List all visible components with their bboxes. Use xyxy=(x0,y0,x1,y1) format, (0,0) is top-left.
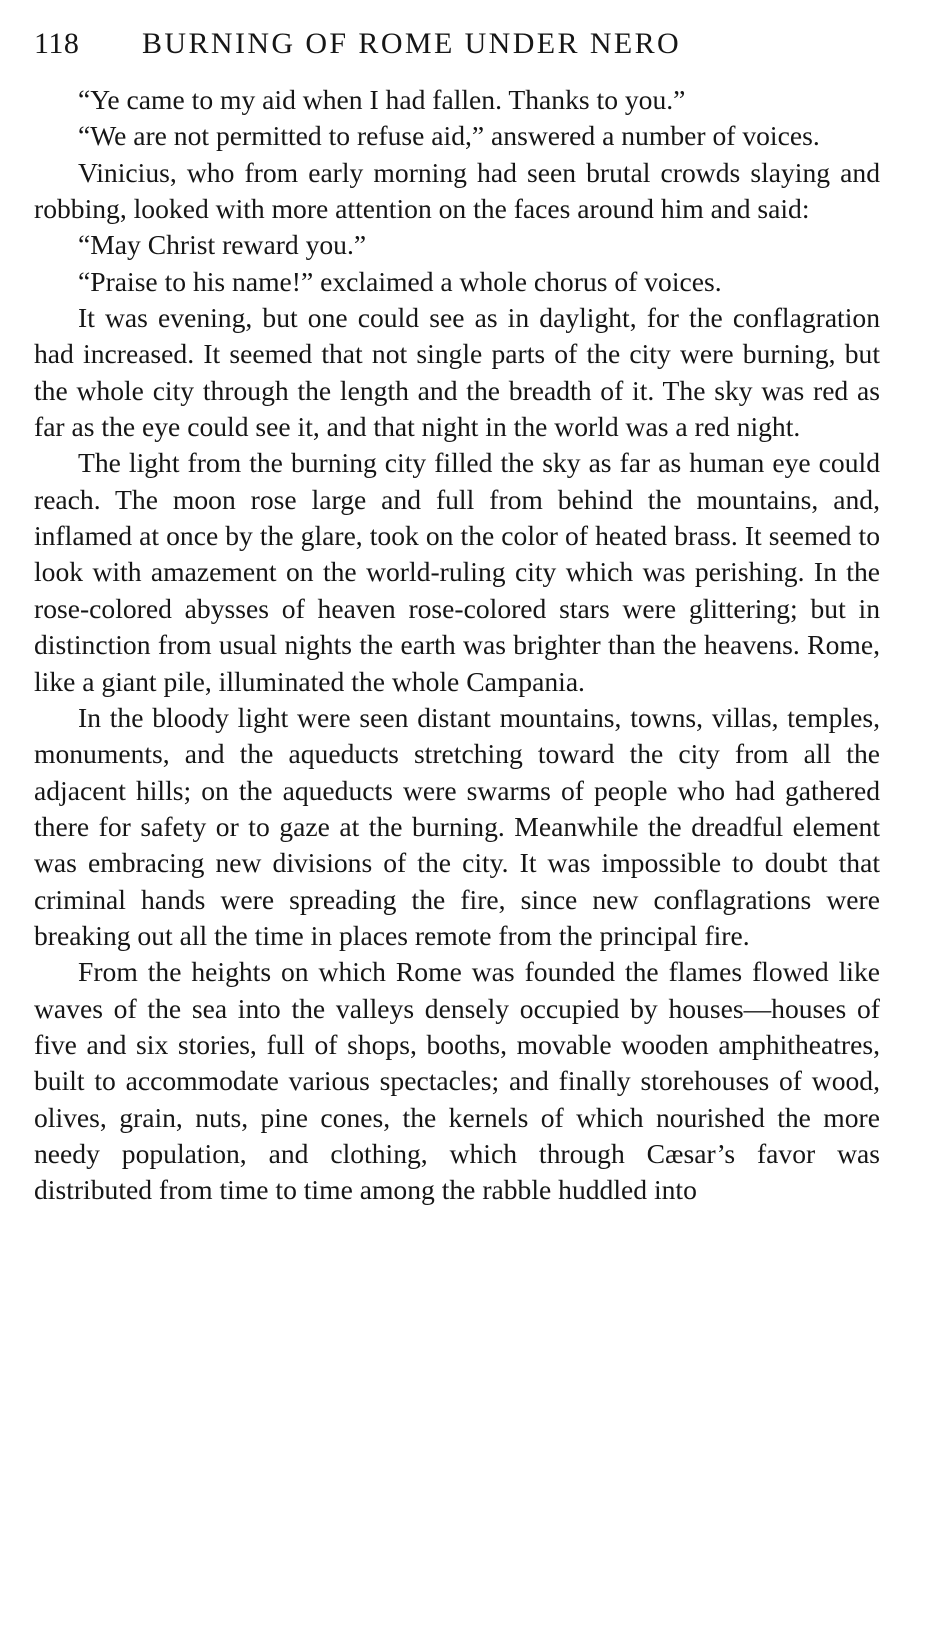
page-number: 118 xyxy=(34,27,80,60)
paragraph: It was evening, but one could see as in daylight, for the conflagration had increased. It seemed that not single parts of the city were burning, but the whole city through the length and the breadth of it. The sky was red as far as the eye could see it, and that night in the world was a red night. xyxy=(34,302,880,443)
paragraph: From the heights on which Rome was founded the flames flowed like waves of the sea into the valleys densely occupied by houses—houses of five and six stories, full of shops, booths, movable wooden amphitheatres, built to accommodate various spectacles; and finally storehouses of wood, olives, grain, nuts, pine cones, the kernels of which nourished the more needy population, and clothing, which through Cæsar’s favor was distributed from time to time among the rabble huddled into xyxy=(34,956,880,1206)
paragraph: In the bloody light were seen distant mountains, towns, villas, temples, monuments, and the aqueducts stretching toward the city from all the adjacent hills; on the aqueducts were swarms of people who had gathered there for safety or to gaze at the burning. Meanwhile the dreadful element was embracing new divisions of the city. It was impossible to doubt that criminal hands were spreading the fire, since new conflagrations were breaking out all the time in places remote from the principal fire. xyxy=(34,701,880,951)
paragraph: “Ye came to my aid when I had fallen. Thanks to you.” xyxy=(78,84,686,115)
book-page xyxy=(34,26,880,1209)
paragraph: The light from the burning city filled the sky as far as human eye could reach. The moon rose large and full from behind the mountains, and, inflamed at once by the glare, took on the color of heated brass. It seemed to look with amazement on the world-ruling city which was perishing. In the rose-colored abysses of heaven rose-colored stars were glittering; but in distinction from usual nights the earth was brighter than the heavens. Rome, like a giant pile, illuminated the whole Campania. xyxy=(34,447,880,697)
running-title: BURNING OF ROME UNDER NERO xyxy=(142,27,682,60)
running-head xyxy=(34,26,880,82)
paragraph: “We are not permitted to refuse aid,” answered a number of voices. xyxy=(78,120,820,152)
paragraph: “Praise to his name!” exclaimed a whole chorus of voices. xyxy=(78,265,722,297)
body-text xyxy=(34,82,880,1209)
paragraph: “May Christ reward you.” xyxy=(78,229,367,261)
paragraph: Vinicius, who from early morning had seen brutal crowds slaying and robbing, looked with more attention on the faces around him and said: xyxy=(34,156,880,225)
